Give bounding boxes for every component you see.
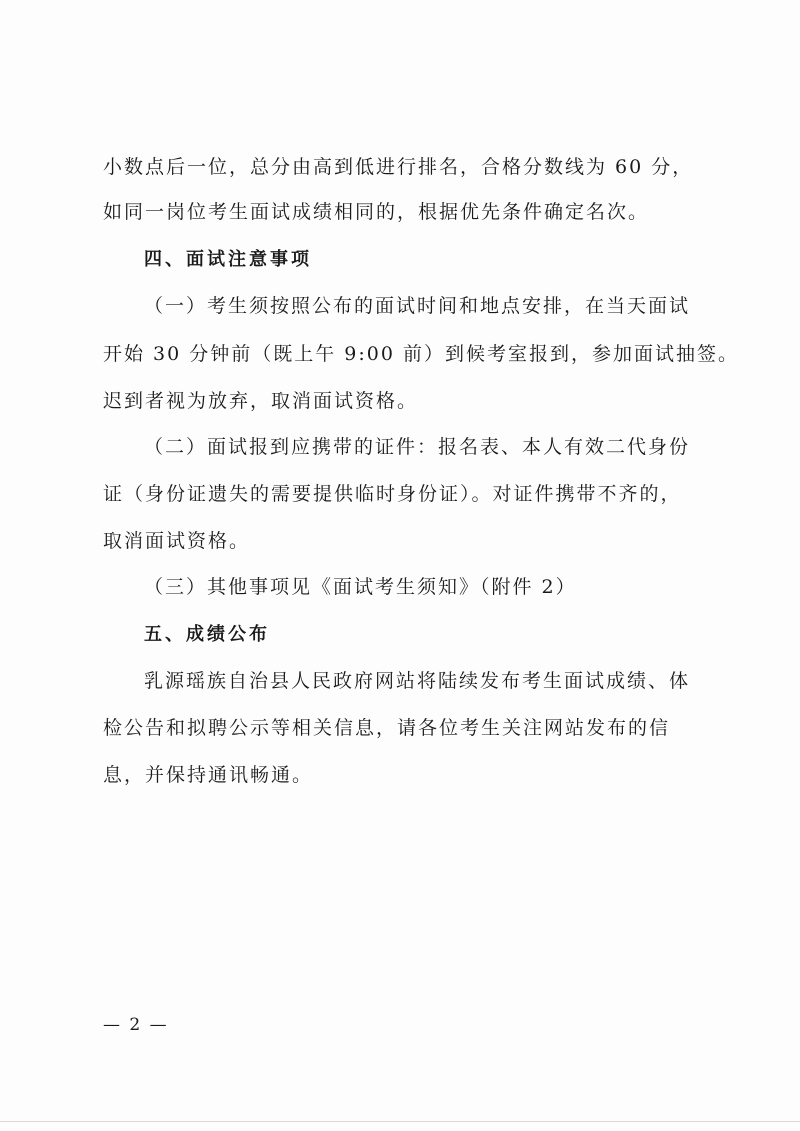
body-line: 证（身份证遗失的需要提供临时身份证）。对证件携带不齐的， <box>103 483 682 505</box>
page-number: — 2 — <box>103 1015 169 1035</box>
body-line: （二）面试报到应携带的证件：报名表、本人有效二代身份 <box>144 436 691 458</box>
body-line: 如同一岗位考生面试成绩相同的，根据优先条件确定名次。 <box>103 201 650 223</box>
section-heading-interview-notes: 四、面试注意事项 <box>144 249 312 270</box>
body-line: 小数点后一位，总分由高到低进行排名，合格分数线为 60 分， <box>103 156 694 178</box>
body-line: 取消面试资格。 <box>103 530 251 552</box>
body-line: 开始 30 分钟前（既上午 9:00 前）到候考室报到，参加面试抽签。 <box>103 343 740 365</box>
body-line: （一）考生须按照公布的面试时间和地点安排，在当天面试 <box>144 295 691 317</box>
page-edge-divider <box>0 1121 800 1122</box>
body-line: 乳源瑶族自治县人民政府网站将陆续发布考生面试成绩、体 <box>144 670 691 692</box>
body-line: 息，并保持通讯畅通。 <box>103 764 314 786</box>
body-line: 检公告和拟聘公示等相关信息，请各位考生关注网站发布的信 <box>103 717 671 739</box>
body-line: 迟到者视为放弃，取消面试资格。 <box>103 390 419 412</box>
body-line: （三）其他事项见《面试考生须知》（附件 2） <box>144 576 577 598</box>
section-heading-results: 五、成绩公布 <box>144 624 270 645</box>
